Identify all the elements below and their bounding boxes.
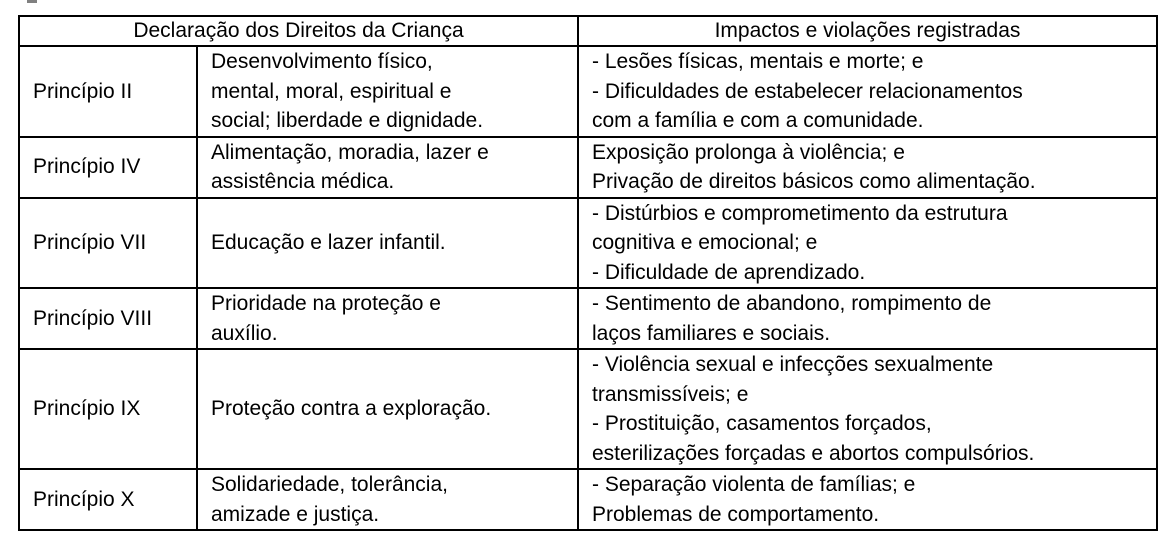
- impact-line: - Prostituição, casamentos forçados,: [592, 412, 932, 435]
- corner-mark: [27, 0, 37, 3]
- principle-cell: Princípio VIII: [19, 288, 197, 349]
- rights-table: [18, 15, 1158, 531]
- impact-line: - Sentimento de abandono, rompimento de: [592, 292, 992, 315]
- impact-line: Problemas de comportamento.: [592, 502, 880, 526]
- rights-cell: [197, 137, 578, 198]
- rights-line: Desenvolvimento físico,: [211, 50, 433, 73]
- rights-line: social; liberdade e dignidade.: [211, 109, 484, 132]
- principle-cell: Princípio IX: [19, 349, 197, 469]
- impacts-cell: [578, 469, 1157, 530]
- impact-line: esterilizações forçadas e abortos compulsórios.: [592, 441, 1035, 465]
- impact-line: - Separação violenta de famílias; e: [592, 473, 916, 496]
- table-row: [19, 46, 1157, 137]
- impacts-cell: [578, 137, 1157, 198]
- impact-line: laços familiares e sociais.: [592, 321, 831, 345]
- table-row: [19, 198, 1157, 289]
- impact-line: - Distúrbios e comprometimento da estrutura: [592, 201, 1008, 225]
- impact-line: Privação de direitos básicos como alimentação.: [592, 170, 1036, 193]
- impacts-cell: [578, 288, 1157, 349]
- rights-line: Prioridade na proteção e: [211, 292, 441, 315]
- rights-cell: [197, 349, 578, 469]
- impacts-cell: [578, 198, 1157, 289]
- impact-line: - Lesões físicas, mentais e morte; e: [592, 50, 924, 73]
- table-row: [19, 469, 1157, 530]
- rights-line: mental, moral, espiritual e: [211, 79, 452, 103]
- rights-line: auxílio.: [211, 321, 278, 345]
- impact-line: - Dificuldades de estabelecer relacionamentos: [592, 79, 1023, 103]
- rights-line: amizade e justiça.: [211, 502, 380, 526]
- impact-line: com a família e com a comunidade.: [592, 109, 924, 132]
- impact-line: transmissíveis; e: [592, 382, 749, 406]
- impact-line: cognitiva e emocional; e: [592, 231, 818, 254]
- table-row: [19, 137, 1157, 198]
- rights-cell: [197, 46, 578, 137]
- impacts-cell: [578, 46, 1157, 137]
- impact-line: - Dificuldade de aprendizado.: [592, 260, 866, 284]
- header-impacts: Impactos e violações registradas: [578, 16, 1157, 46]
- rights-line: Proteção contra a exploração.: [211, 397, 492, 421]
- rights-line: assistência médica.: [211, 170, 395, 193]
- table-row: [19, 288, 1157, 349]
- impact-line: Exposição prolonga à violência; e: [592, 140, 905, 164]
- impacts-cell: [578, 349, 1157, 469]
- impact-line: - Violência sexual e infecções sexualmente: [592, 353, 994, 376]
- rights-cell: [197, 288, 578, 349]
- rights-line: Educação e lazer infantil.: [211, 231, 446, 254]
- rights-cell: [197, 469, 578, 530]
- principle-cell: Princípio VII: [19, 198, 197, 289]
- table-header-row: [19, 16, 1157, 46]
- principle-cell: Princípio X: [19, 469, 197, 530]
- rights-line: Solidariedade, tolerância,: [211, 473, 448, 496]
- rights-line: Alimentação, moradia, lazer e: [211, 140, 489, 164]
- principle-cell: Princípio II: [19, 46, 197, 137]
- principle-cell: Princípio IV: [19, 137, 197, 198]
- header-declaration: Declaração dos Direitos da Criança: [19, 16, 578, 46]
- rights-cell: [197, 198, 578, 289]
- table-row: [19, 349, 1157, 469]
